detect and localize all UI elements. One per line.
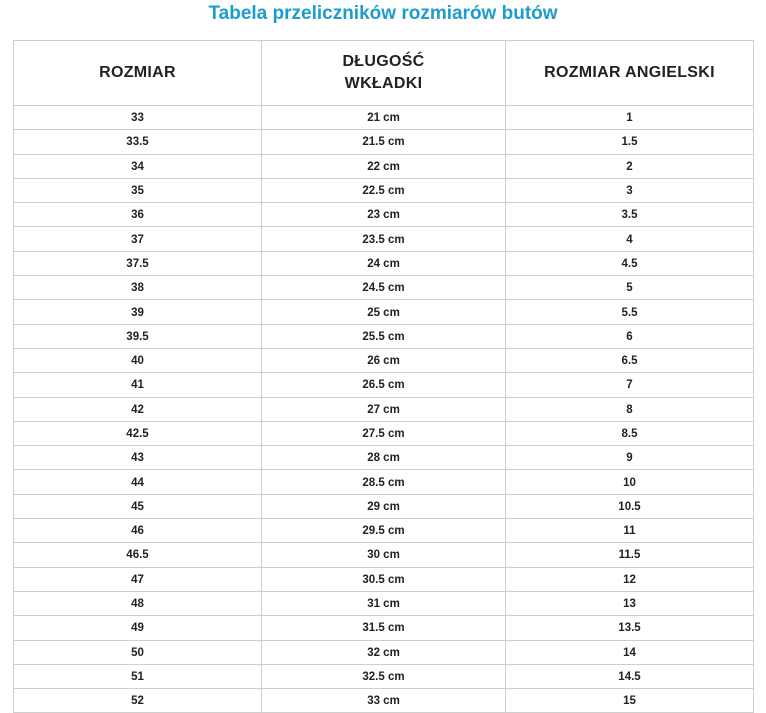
cell-size: 33.5 (14, 130, 262, 154)
table-row (14, 591, 754, 615)
cell-size: 37 (14, 227, 262, 251)
table-body (14, 106, 754, 713)
cell-uk-size: 13 (506, 591, 754, 615)
table-row (14, 203, 754, 227)
table-row (14, 421, 754, 445)
table-row (14, 178, 754, 202)
cell-insole-length: 27.5 cm (262, 421, 506, 445)
cell-uk-size: 1 (506, 106, 754, 130)
table-row (14, 373, 754, 397)
cell-insole-length: 30 cm (262, 543, 506, 567)
cell-size: 48 (14, 591, 262, 615)
cell-insole-length: 28 cm (262, 446, 506, 470)
table-row (14, 640, 754, 664)
cell-uk-size: 3 (506, 178, 754, 202)
cell-insole-length: 29 cm (262, 494, 506, 518)
header-row (14, 41, 754, 106)
cell-insole-length: 30.5 cm (262, 567, 506, 591)
cell-size: 43 (14, 446, 262, 470)
table-row (14, 664, 754, 688)
cell-size: 52 (14, 689, 262, 713)
header-insole-length (262, 41, 506, 106)
cell-size: 45 (14, 494, 262, 518)
cell-size: 42.5 (14, 421, 262, 445)
cell-insole-length: 23.5 cm (262, 227, 506, 251)
cell-uk-size: 5.5 (506, 300, 754, 324)
header-uk-size: ROZMIAR ANGIELSKI (506, 41, 754, 106)
cell-size: 34 (14, 154, 262, 178)
cell-size: 49 (14, 616, 262, 640)
cell-size: 47 (14, 567, 262, 591)
cell-uk-size: 7 (506, 373, 754, 397)
cell-size: 42 (14, 397, 262, 421)
cell-insole-length: 32 cm (262, 640, 506, 664)
page-title: Tabela przeliczników rozmiarów butów (208, 3, 558, 24)
table-row (14, 397, 754, 421)
table-row (14, 276, 754, 300)
cell-uk-size: 14.5 (506, 664, 754, 688)
table-row (14, 227, 754, 251)
cell-size: 46 (14, 519, 262, 543)
cell-uk-size: 5 (506, 276, 754, 300)
cell-size: 35 (14, 178, 262, 202)
table-row (14, 130, 754, 154)
table-row (14, 616, 754, 640)
cell-uk-size: 14 (506, 640, 754, 664)
cell-insole-length: 24.5 cm (262, 276, 506, 300)
cell-uk-size: 15 (506, 689, 754, 713)
header-insole-length-line-2: WKŁADKI (344, 75, 423, 92)
table-row (14, 324, 754, 348)
table-row (14, 251, 754, 275)
cell-uk-size: 12 (506, 567, 754, 591)
cell-insole-length: 32.5 cm (262, 664, 506, 688)
cell-uk-size: 6.5 (506, 348, 754, 372)
cell-insole-length: 31.5 cm (262, 616, 506, 640)
table-row (14, 567, 754, 591)
table-row (14, 689, 754, 713)
cell-uk-size: 6 (506, 324, 754, 348)
cell-uk-size: 9 (506, 446, 754, 470)
cell-uk-size: 3.5 (506, 203, 754, 227)
cell-uk-size: 4.5 (506, 251, 754, 275)
cell-insole-length: 29.5 cm (262, 519, 506, 543)
cell-uk-size: 11.5 (506, 543, 754, 567)
cell-insole-length: 33 cm (262, 689, 506, 713)
table-row (14, 494, 754, 518)
table-row (14, 154, 754, 178)
table-row (14, 519, 754, 543)
cell-insole-length: 22 cm (262, 154, 506, 178)
header-insole-length-line-1: DŁUGOŚĆ (342, 53, 425, 70)
cell-insole-length: 25.5 cm (262, 324, 506, 348)
cell-insole-length: 25 cm (262, 300, 506, 324)
cell-size: 44 (14, 470, 262, 494)
cell-size: 39.5 (14, 324, 262, 348)
cell-uk-size: 13.5 (506, 616, 754, 640)
cell-size: 38 (14, 276, 262, 300)
cell-size: 41 (14, 373, 262, 397)
cell-size: 33 (14, 106, 262, 130)
table-row (14, 348, 754, 372)
table-row (14, 470, 754, 494)
cell-size: 50 (14, 640, 262, 664)
cell-uk-size: 8.5 (506, 421, 754, 445)
cell-insole-length: 28.5 cm (262, 470, 506, 494)
cell-size: 51 (14, 664, 262, 688)
size-conversion-table (13, 40, 754, 713)
cell-uk-size: 2 (506, 154, 754, 178)
cell-insole-length: 21 cm (262, 106, 506, 130)
cell-uk-size: 10.5 (506, 494, 754, 518)
cell-insole-length: 31 cm (262, 591, 506, 615)
cell-size: 46.5 (14, 543, 262, 567)
cell-uk-size: 10 (506, 470, 754, 494)
cell-uk-size: 1.5 (506, 130, 754, 154)
table-row (14, 446, 754, 470)
cell-insole-length: 27 cm (262, 397, 506, 421)
cell-insole-length: 24 cm (262, 251, 506, 275)
cell-size: 39 (14, 300, 262, 324)
cell-uk-size: 4 (506, 227, 754, 251)
table-row (14, 300, 754, 324)
cell-size: 37.5 (14, 251, 262, 275)
table-row (14, 106, 754, 130)
cell-size: 36 (14, 203, 262, 227)
header-size: ROZMIAR (14, 41, 262, 106)
cell-insole-length: 26.5 cm (262, 373, 506, 397)
cell-uk-size: 8 (506, 397, 754, 421)
cell-insole-length: 23 cm (262, 203, 506, 227)
cell-size: 40 (14, 348, 262, 372)
table-row (14, 543, 754, 567)
cell-insole-length: 22.5 cm (262, 178, 506, 202)
cell-uk-size: 11 (506, 519, 754, 543)
cell-insole-length: 26 cm (262, 348, 506, 372)
cell-insole-length: 21.5 cm (262, 130, 506, 154)
